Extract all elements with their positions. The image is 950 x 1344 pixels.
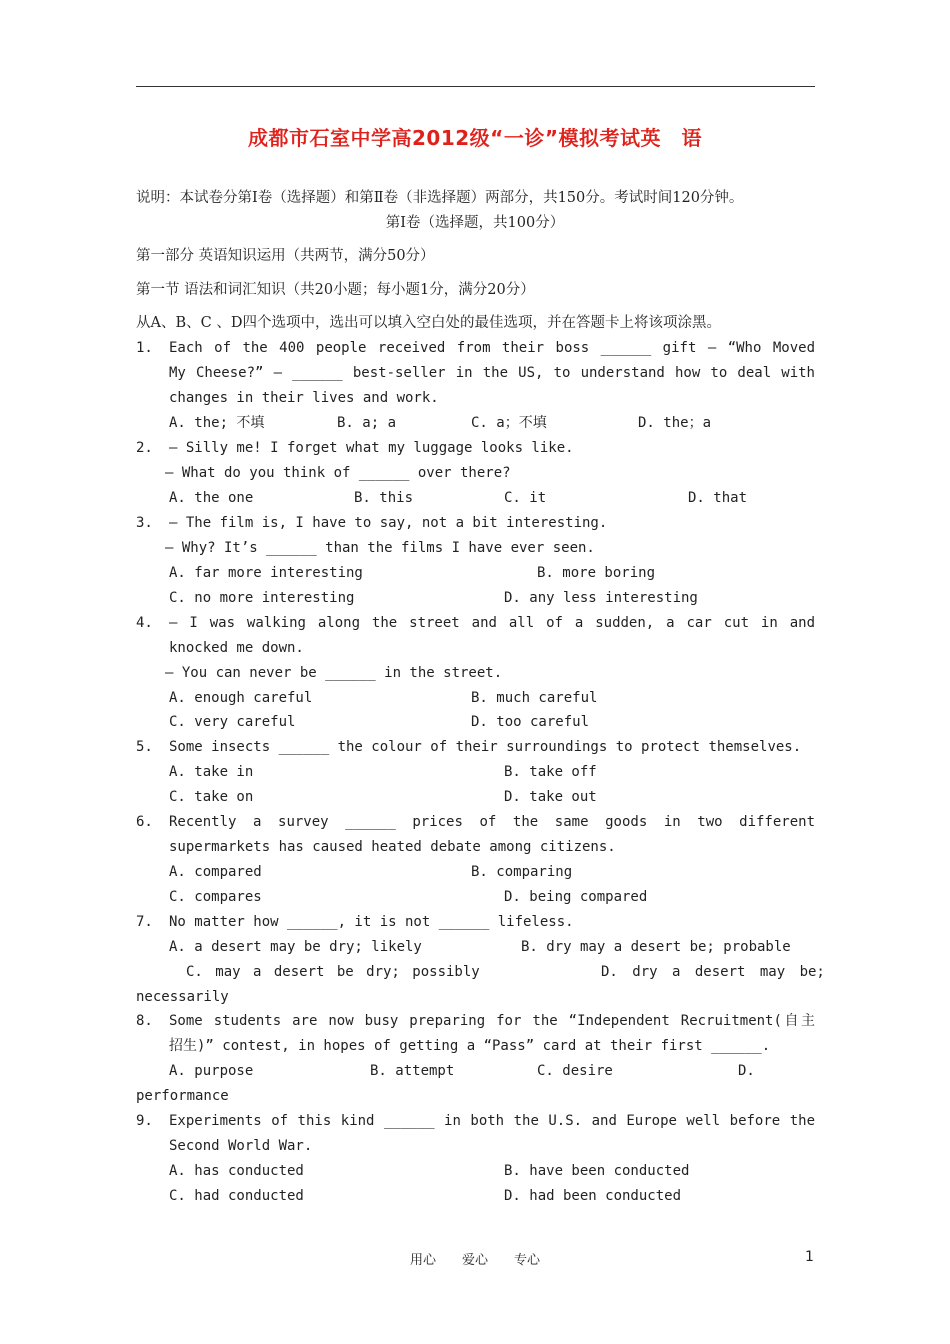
option-c: C. it (504, 490, 547, 506)
question-text: 招生)” contest, in hopes of getting a “Pass” card at their first ______. (169, 1038, 771, 1054)
option-a: A. purpose (169, 1063, 254, 1079)
option-a: A. the; 不填 (169, 415, 265, 431)
option-b: B. a; a (337, 415, 397, 431)
question-text: Some students are now busy preparing for the “Independent Recruitment(自主 (169, 1013, 815, 1029)
page-footer: 用心 爱心 专心 (409, 1253, 540, 1268)
option-a: A. a desert may be dry; likely (169, 939, 422, 955)
question-number: 8. (136, 1013, 153, 1029)
question-text: — Silly me! I forget what my luggage looks like. (169, 440, 574, 456)
option-b: B. much careful (471, 690, 598, 706)
option-c: C. may a desert be dry; possibly (186, 964, 480, 980)
option-d: D. too careful (471, 714, 590, 730)
option-b: B. dry may a desert be; probable (521, 939, 791, 955)
option-d: D. (738, 1063, 755, 1079)
option-c: C. had conducted (169, 1188, 304, 1204)
option-c: C. no more interesting (169, 590, 355, 606)
section-directions: 从A、B、C 、D四个选项中，选出可以填入空白处的最佳选项，并在答题卡上将该项涂黑。 (136, 315, 721, 331)
question-text: My Cheese?” — ______ best-seller in the US, to understand how to deal with (169, 365, 815, 381)
option-a: A. has conducted (169, 1163, 304, 1179)
option-d: D. the；a (638, 415, 712, 431)
question-number: 5. (136, 739, 153, 755)
option-d: D. take out (504, 789, 597, 805)
option-c: C. take on (169, 789, 254, 805)
volume-heading: 第Ⅰ卷（选择题，共100分） (385, 215, 565, 231)
question-text: changes in their lives and work. (169, 390, 439, 406)
question-text: No matter how ______, it is not ______ lifeless. (169, 914, 574, 930)
option-b: B. take off (504, 764, 597, 780)
option-wrap: performance (136, 1088, 229, 1104)
section-heading: 第一节 语法和词汇知识（共20小题；每小题1分，满分20分） (136, 282, 535, 298)
option-d: D. dry a desert may be; (601, 964, 825, 980)
question-text: — Why? It’s ______ than the films I have ever seen. (165, 540, 595, 556)
question-text: Some insects ______ the colour of their surroundings to protect themselves. (169, 739, 802, 755)
option-a: A. far more interesting (169, 565, 363, 581)
option-b: B. have been conducted (504, 1163, 690, 1179)
exam-instructions: 说明：本试卷分第Ⅰ卷（选择题）和第Ⅱ卷（非选择题）两部分，共150分。考试时间120分钟。 (136, 190, 744, 206)
question-text: Experiments of this kind ______ in both the U.S. and Europe well before the (169, 1113, 815, 1129)
part-heading: 第一部分 英语知识运用（共两节，满分50分） (136, 248, 435, 264)
option-d: D. being compared (504, 889, 648, 905)
option-d: D. that (688, 490, 748, 506)
question-number: 1. (136, 340, 153, 356)
question-number: 6. (136, 814, 153, 830)
option-d: D. had been conducted (504, 1188, 682, 1204)
option-a: A. compared (169, 864, 262, 880)
top-rule (136, 86, 815, 87)
page-number: 1 (805, 1249, 814, 1265)
question-text: — The film is, I have to say, not a bit interesting. (169, 515, 608, 531)
question-text: — You can never be ______ in the street. (165, 665, 503, 681)
option-c: C. compares (169, 889, 262, 905)
option-a: A. enough careful (169, 690, 313, 706)
option-a: A. the one (169, 490, 254, 506)
option-b: B. attempt (370, 1063, 455, 1079)
question-number: 9. (136, 1113, 153, 1129)
option-b: B. this (354, 490, 414, 506)
question-text: supermarkets has caused heated debate among citizens. (169, 839, 616, 855)
option-b: B. more boring (537, 565, 656, 581)
exam-title: 成都市石室中学高2012级“一诊”模拟考试英 语 (248, 126, 702, 150)
question-text: Recently a survey ______ prices of the same goods in two different (169, 814, 815, 830)
question-number: 7. (136, 914, 153, 930)
option-c: C. desire (537, 1063, 613, 1079)
question-text: — I was walking along the street and all of a sudden, a car cut in and (169, 615, 815, 631)
option-c: C. a；不填 (471, 415, 547, 431)
question-text: — What do you think of ______ over there? (165, 465, 511, 481)
question-number: 3. (136, 515, 153, 531)
option-wrap: necessarily (136, 989, 229, 1005)
option-b: B. comparing (471, 864, 573, 880)
question-text: Each of the 400 people received from their boss ______ gift — “Who Moved (169, 340, 815, 356)
question-number: 2. (136, 440, 153, 456)
option-d: D. any less interesting (504, 590, 698, 606)
question-text: Second World War. (169, 1138, 313, 1154)
question-text: knocked me down. (169, 640, 304, 656)
option-a: A. take in (169, 764, 254, 780)
question-number: 4. (136, 615, 153, 631)
option-c: C. very careful (169, 714, 296, 730)
